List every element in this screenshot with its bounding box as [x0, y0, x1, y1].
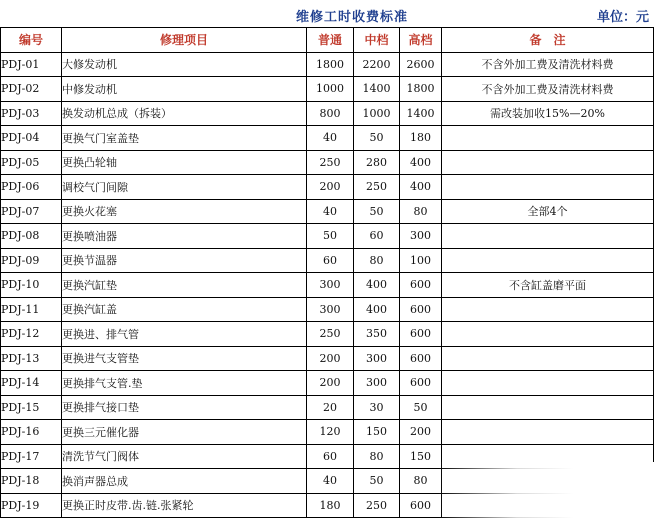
cell-high: 600 — [400, 371, 442, 396]
cell-code: PDJ-11 — [1, 297, 62, 322]
cell-code: PDJ-06 — [1, 175, 62, 200]
cell-item: 更换进气支管垫 — [62, 346, 307, 371]
cell-code: PDJ-10 — [1, 273, 62, 298]
table-row — [1, 273, 654, 298]
table-row — [1, 175, 654, 200]
cell-high: 600 — [400, 346, 442, 371]
cell-code: PDJ-05 — [1, 150, 62, 175]
table-row — [1, 101, 654, 126]
cell-remark — [442, 346, 654, 371]
cell-mid: 400 — [354, 297, 400, 322]
col-header-code: 编号 — [1, 28, 62, 53]
cell-remark — [442, 444, 654, 469]
col-header-mid: 中档 — [354, 28, 400, 53]
table-row — [1, 322, 654, 347]
cell-remark — [442, 493, 654, 518]
cell-item: 更换三元催化器 — [62, 420, 307, 445]
cell-high: 80 — [400, 469, 442, 494]
cell-item: 更换火花塞 — [62, 199, 307, 224]
table-row — [1, 469, 654, 494]
cell-normal: 60 — [307, 248, 354, 273]
cell-normal: 250 — [307, 322, 354, 347]
cell-item: 更换汽缸盖 — [62, 297, 307, 322]
cell-normal: 40 — [307, 199, 354, 224]
cell-code: PDJ-04 — [1, 126, 62, 151]
cell-high: 2600 — [400, 52, 442, 77]
title-bar — [0, 0, 663, 27]
cell-high: 1400 — [400, 101, 442, 126]
table-row — [1, 395, 654, 420]
cell-normal: 1000 — [307, 77, 354, 102]
cell-item: 更换正时皮带.齿.链.张紧轮 — [62, 493, 307, 518]
cell-item: 更换排气接口垫 — [62, 395, 307, 420]
unit-label: 单位：元 — [597, 10, 650, 25]
cell-mid: 250 — [354, 493, 400, 518]
cell-code: PDJ-19 — [1, 493, 62, 518]
cell-high: 600 — [400, 273, 442, 298]
cell-high: 1800 — [400, 77, 442, 102]
cell-normal: 200 — [307, 346, 354, 371]
cell-mid: 50 — [354, 469, 400, 494]
cell-mid: 60 — [354, 224, 400, 249]
cell-code: PDJ-02 — [1, 77, 62, 102]
cell-code: PDJ-15 — [1, 395, 62, 420]
cell-high: 150 — [400, 444, 442, 469]
cell-code: PDJ-18 — [1, 469, 62, 494]
cell-item: 更换汽缸垫 — [62, 273, 307, 298]
cell-normal: 1800 — [307, 52, 354, 77]
cell-item: 换消声器总成 — [62, 469, 307, 494]
cell-remark: 全部4个 — [442, 199, 654, 224]
table-row — [1, 346, 654, 371]
cell-high: 80 — [400, 199, 442, 224]
cell-code: PDJ-03 — [1, 101, 62, 126]
cell-remark — [442, 175, 654, 200]
cell-normal: 250 — [307, 150, 354, 175]
cell-high: 600 — [400, 322, 442, 347]
cell-code: PDJ-12 — [1, 322, 62, 347]
cell-normal: 200 — [307, 175, 354, 200]
cell-high: 300 — [400, 224, 442, 249]
cell-remark — [442, 297, 654, 322]
cell-mid: 80 — [354, 444, 400, 469]
cell-remark — [442, 395, 654, 420]
table-header-row — [1, 28, 654, 53]
cell-code: PDJ-13 — [1, 346, 62, 371]
col-header-remark: 备 注 — [442, 28, 654, 53]
cell-item: 大修发动机 — [62, 52, 307, 77]
cell-code: PDJ-01 — [1, 52, 62, 77]
cell-normal: 40 — [307, 469, 354, 494]
cell-mid: 250 — [354, 175, 400, 200]
table-row — [1, 297, 654, 322]
cell-remark — [442, 469, 654, 494]
cell-item: 清洗节气门阀体 — [62, 444, 307, 469]
cell-normal: 300 — [307, 273, 354, 298]
cell-item: 更换进、排气管 — [62, 322, 307, 347]
col-header-normal: 普通 — [307, 28, 354, 53]
fee-table — [0, 27, 654, 518]
cell-high: 400 — [400, 175, 442, 200]
cell-mid: 400 — [354, 273, 400, 298]
cell-remark — [442, 150, 654, 175]
table-row — [1, 224, 654, 249]
cell-high: 600 — [400, 297, 442, 322]
col-header-item: 修理项目 — [62, 28, 307, 53]
cell-code: PDJ-09 — [1, 248, 62, 273]
cell-remark — [442, 248, 654, 273]
table-row — [1, 248, 654, 273]
cell-item: 更换气门室盖垫 — [62, 126, 307, 151]
col-header-high: 高档 — [400, 28, 442, 53]
cell-item: 调校气门间隙 — [62, 175, 307, 200]
cell-high: 50 — [400, 395, 442, 420]
cell-remark: 不含外加工费及清洗材料费 — [442, 77, 654, 102]
cell-normal: 60 — [307, 444, 354, 469]
table-row — [1, 420, 654, 445]
table-row — [1, 126, 654, 151]
cell-item: 更换节温器 — [62, 248, 307, 273]
cell-high: 180 — [400, 126, 442, 151]
cell-normal: 40 — [307, 126, 354, 151]
cell-mid: 50 — [354, 199, 400, 224]
table-row — [1, 199, 654, 224]
page-title: 维修工时收费标准 — [296, 10, 409, 25]
cell-remark — [442, 224, 654, 249]
table-row — [1, 77, 654, 102]
cell-code: PDJ-07 — [1, 199, 62, 224]
cell-normal: 20 — [307, 395, 354, 420]
cell-mid: 30 — [354, 395, 400, 420]
cell-item: 更换喷油器 — [62, 224, 307, 249]
cell-mid: 150 — [354, 420, 400, 445]
cell-remark — [442, 126, 654, 151]
cell-normal: 800 — [307, 101, 354, 126]
cell-mid: 280 — [354, 150, 400, 175]
cell-normal: 120 — [307, 420, 354, 445]
cell-mid: 50 — [354, 126, 400, 151]
cell-mid: 1400 — [354, 77, 400, 102]
cell-mid: 300 — [354, 346, 400, 371]
cell-code: PDJ-08 — [1, 224, 62, 249]
cell-code: PDJ-16 — [1, 420, 62, 445]
cell-item: 更换排气支管.垫 — [62, 371, 307, 396]
cell-remark — [442, 420, 654, 445]
cell-item: 换发动机总成（拆装） — [62, 101, 307, 126]
cell-code: PDJ-14 — [1, 371, 62, 396]
cell-high: 400 — [400, 150, 442, 175]
cell-item: 更换凸轮轴 — [62, 150, 307, 175]
cell-remark — [442, 371, 654, 396]
cell-mid: 1000 — [354, 101, 400, 126]
cell-normal: 180 — [307, 493, 354, 518]
cell-high: 100 — [400, 248, 442, 273]
cell-normal: 300 — [307, 297, 354, 322]
cell-code: PDJ-17 — [1, 444, 62, 469]
cell-mid: 80 — [354, 248, 400, 273]
table-row — [1, 150, 654, 175]
cell-normal: 50 — [307, 224, 354, 249]
table-row — [1, 52, 654, 77]
table-row — [1, 444, 654, 469]
cell-high: 600 — [400, 493, 442, 518]
cell-item: 中修发动机 — [62, 77, 307, 102]
cell-remark: 不含外加工费及清洗材料费 — [442, 52, 654, 77]
table-row — [1, 493, 654, 518]
cell-mid: 300 — [354, 371, 400, 396]
cell-mid: 350 — [354, 322, 400, 347]
cell-remark: 不含缸盖磨平面 — [442, 273, 654, 298]
cell-high: 200 — [400, 420, 442, 445]
table-row — [1, 371, 654, 396]
cell-remark: 需改装加收15%—20% — [442, 101, 654, 126]
cell-normal: 200 — [307, 371, 354, 396]
cell-remark — [442, 322, 654, 347]
cell-mid: 2200 — [354, 52, 400, 77]
